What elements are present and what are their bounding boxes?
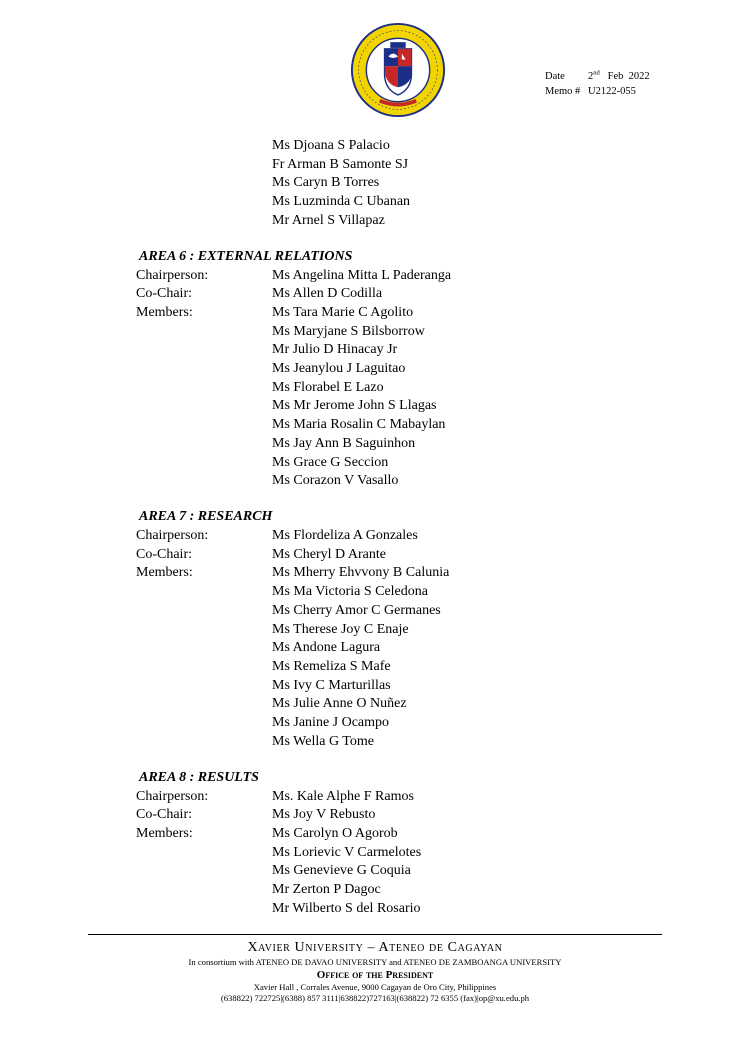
- member-name: Ms Djoana S Palacio: [272, 138, 390, 153]
- footer-university: Xavier University – Ateneo de Cagayan: [247, 940, 503, 955]
- committee-list: [0, 137, 750, 918]
- memo-meta: [545, 69, 650, 99]
- footer-consortium: In consortium with ATENEO DE DAVAO UNIVERSITY and ATENEO DE ZAMBOANGA UNIVERSITY: [188, 957, 562, 967]
- member-row: [0, 695, 750, 714]
- member-name: Ms Jeanylou J Laguitao: [272, 361, 406, 377]
- member-row: [0, 658, 750, 677]
- member-name: Ms Maryjane S Bilsborrow: [272, 323, 425, 339]
- member-name: Mr Julio D Hinacay Jr: [272, 342, 398, 358]
- member-name: Ms Luzminda C Ubanan: [272, 194, 411, 210]
- member-row: [0, 825, 750, 844]
- area-heading: AREA 7 : RESEARCH: [139, 509, 273, 525]
- date-label: Date: [545, 71, 565, 82]
- member-row: [0, 285, 750, 304]
- section-spacer: [0, 491, 750, 509]
- member-row: [0, 472, 750, 491]
- member-name: Ms Corazon V Vasallo: [272, 473, 399, 489]
- member-name: Ms. Kale Alphe F Ramos: [272, 788, 414, 804]
- member-name: Ms Lorievic V Carmelotes: [272, 844, 422, 860]
- member-row: [0, 602, 750, 621]
- member-role: Chairperson:: [136, 788, 209, 804]
- date-value: Feb 2022: [607, 71, 650, 82]
- member-name: Mr Zerton P Dagoc: [272, 881, 381, 897]
- member-role: Chairperson:: [136, 528, 209, 544]
- footer-divider: [88, 934, 662, 935]
- member-name: Mr Arnel S Villapaz: [272, 212, 385, 228]
- memo-row: [545, 84, 650, 99]
- date-day: 2nd: [588, 69, 600, 82]
- member-name: Ms Angelina Mitta L Paderanga: [272, 267, 452, 283]
- member-name: Ms Tara Marie C Agolito: [272, 305, 414, 320]
- member-row: [0, 862, 750, 881]
- member-name: Ms Ma Victoria S Celedona: [272, 584, 428, 600]
- member-row: [0, 527, 750, 546]
- member-row: [0, 193, 750, 212]
- section-spacer: [0, 230, 750, 248]
- member-name: Ms Florabel E Lazo: [272, 379, 384, 395]
- member-row: [0, 639, 750, 658]
- member-row: [0, 304, 750, 323]
- member-role: Members:: [136, 305, 193, 320]
- member-name: Ms Joy V Rebusto: [272, 807, 376, 823]
- member-name: Ms Carolyn O Agorob: [272, 825, 398, 841]
- member-row: [0, 212, 750, 231]
- member-row: [0, 788, 750, 807]
- member-role: Co-Chair:: [136, 807, 192, 823]
- member-role: Co-Chair:: [136, 286, 192, 302]
- member-row: [0, 454, 750, 473]
- area-heading: AREA 6 : EXTERNAL RELATIONS: [139, 248, 353, 264]
- member-row: [0, 137, 750, 156]
- member-row: [0, 267, 750, 286]
- member-row: [0, 881, 750, 900]
- member-role: Members:: [136, 565, 193, 581]
- member-row: [0, 806, 750, 825]
- member-role: Co-Chair:: [136, 546, 192, 562]
- member-name: Ms Remeliza S Mafe: [272, 658, 391, 674]
- member-name: Mr Wilberto S del Rosario: [272, 900, 421, 916]
- member-name: Ms Jay Ann B Saguinhon: [272, 435, 416, 451]
- member-row: [0, 583, 750, 602]
- member-role: Chairperson:: [136, 267, 209, 283]
- member-row: [0, 844, 750, 863]
- section-spacer: [0, 751, 750, 769]
- member-row: [0, 900, 750, 919]
- member-name: Ms Caryn B Torres: [272, 175, 380, 191]
- member-row: [0, 546, 750, 565]
- member-row: [0, 621, 750, 640]
- member-name: Ms Therese Joy C Enaje: [272, 621, 409, 637]
- member-row: [0, 323, 750, 342]
- member-name: Ms Mr Jerome John S Llagas: [272, 398, 437, 414]
- member-row: [0, 677, 750, 696]
- member-name: Ms Andone Lagura: [272, 640, 381, 656]
- member-name: Fr Arman B Samonte SJ: [272, 156, 409, 172]
- member-name: Ms Allen D Codilla: [272, 286, 383, 302]
- member-name: Ms Julie Anne O Nuñez: [272, 696, 407, 712]
- member-name: Ms Cherry Amor C Germanes: [272, 602, 441, 618]
- member-name: Ms Genevieve G Coquia: [272, 863, 411, 879]
- member-row: [0, 416, 750, 435]
- member-row: [0, 174, 750, 193]
- member-row: [0, 733, 750, 752]
- member-name: Ms Cheryl D Arante: [272, 546, 386, 562]
- member-row: [0, 360, 750, 379]
- member-row: [0, 156, 750, 175]
- member-name: Ms Flordeliza A Gonzales: [272, 528, 418, 544]
- date-row: [545, 69, 650, 84]
- member-row: [0, 379, 750, 398]
- footer-office: Office of the President: [316, 968, 434, 981]
- member-row: [0, 341, 750, 360]
- member-name: Ms Janine J Ocampo: [272, 714, 390, 730]
- member-name: Ms Grace G Seccion: [272, 454, 389, 470]
- memo-label: Memo #: [545, 86, 581, 97]
- member-name: Ms Ivy C Marturillas: [272, 677, 391, 693]
- member-row: [0, 397, 750, 416]
- footer-contacts: (638822) 722725|(6388) 857 3111|638822)727163|(638822) 72 6355 (fax)|op@xu.edu.ph: [220, 993, 530, 1004]
- member-row: [0, 564, 750, 583]
- footer-address: Xavier Hall , Corrales Avenue, 9000 Cagayan de Oro City, Philippines: [253, 981, 497, 992]
- member-role: Members:: [136, 825, 193, 841]
- memo-number: U2122-055: [588, 86, 636, 97]
- university-seal-logo: [350, 22, 446, 118]
- member-name: Ms Mherry Ehvvony B Calunia: [272, 565, 450, 581]
- member-name: Ms Wella G Tome: [272, 733, 374, 749]
- member-row: [0, 714, 750, 733]
- member-name: Ms Maria Rosalin C Mabaylan: [272, 417, 446, 433]
- member-row: [0, 435, 750, 454]
- area-heading: AREA 8 : RESULTS: [139, 769, 259, 785]
- letterhead-footer: [0, 938, 750, 1005]
